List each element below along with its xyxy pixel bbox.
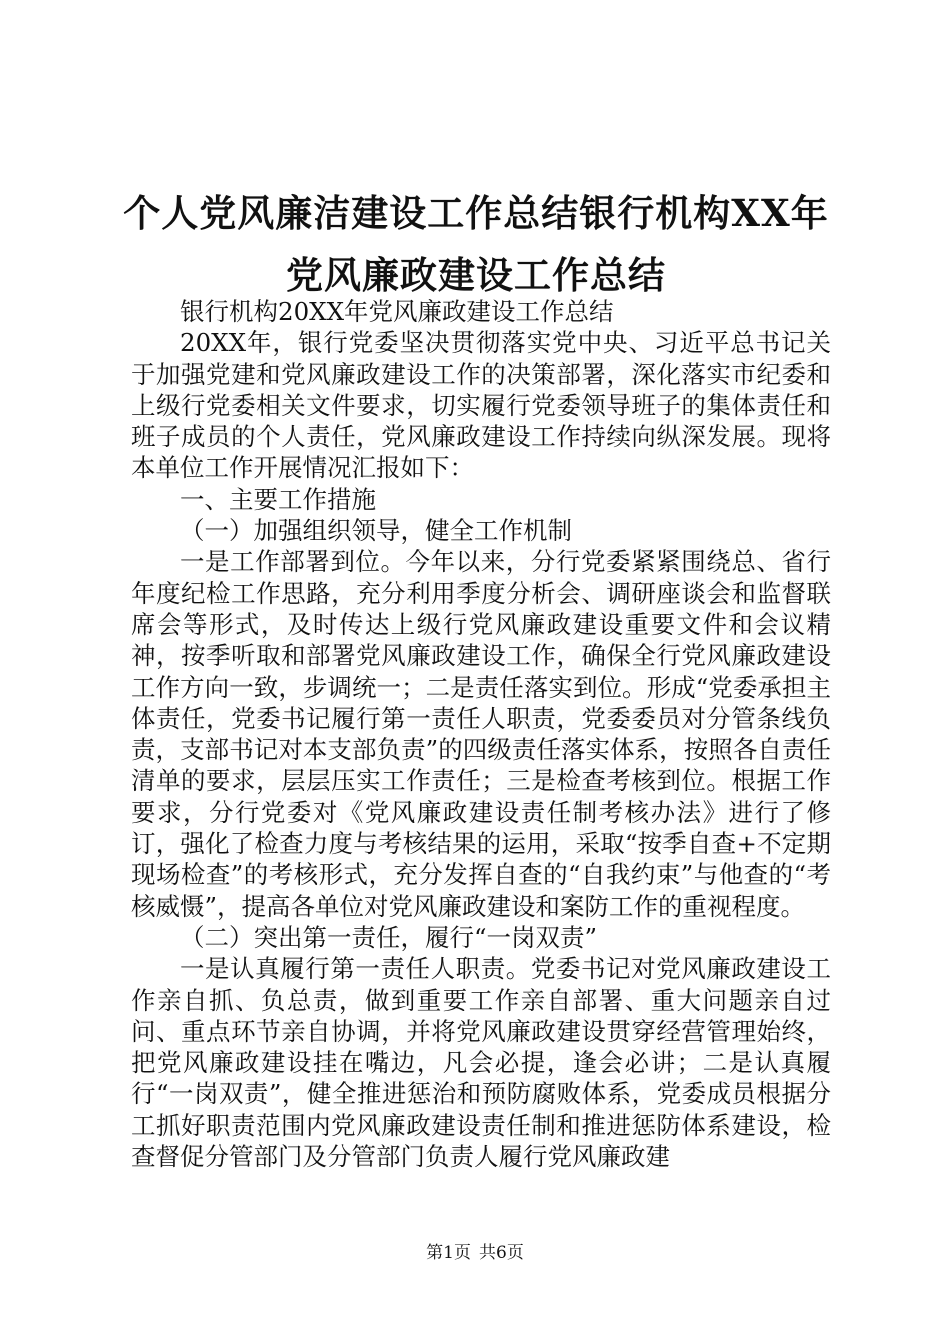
paragraph: 一是认真履行第一责任人职责。党委书记对党风廉政建设工作亲自抓、负总责，做到重要工作亲自部署、重大问题亲自过问、重点环节亲自协调，并将党风廉政建设贯穿经营管理始终，把党风廉政建设挂在嘴边，凡会必提，逢会必讲；二是认真履行“一岗双责”，健全推进惩治和预防腐败体系，党委成员根据分工抓好职责范围内党风廉政建设责任制和推进惩防体系建设，检查督促分管部门及分管部门负责人履行党风廉政建 — [131, 954, 831, 1172]
section-heading: 一、主要工作措施 — [180, 484, 376, 514]
document-title: 个人党风廉洁建设工作总结银行机构XX年党风廉政建设工作总结 — [123, 191, 829, 297]
subsection-heading: （二）突出第一责任，履行“一岗双责” — [180, 922, 598, 952]
paragraph: 20XX年，银行党委坚决贯彻落实党中央、习近平总书记关于加强党建和党风廉政建设工作的决策部署，深化落实市纪委和上级行党委相关文件要求，切实履行党委领导班子的集体责任和班子成员的个人责任，党风廉政建设工作持续向纵深发展。现将本单位工作开展情况汇报如下： — [131, 328, 831, 483]
page-footer — [0, 1242, 950, 1264]
page-total: 共6页 — [479, 1243, 524, 1263]
subsection-heading: （一）加强组织领导，健全工作机制 — [180, 516, 572, 546]
paragraph: 银行机构20XX年党风廉政建设工作总结 — [180, 297, 614, 326]
document-body — [131, 296, 831, 1172]
paragraph: 一是工作部署到位。今年以来，分行党委紧紧围绕总、省行年度纪检工作思路，充分利用季度分析会、调研座谈会和监督联席会等形式，及时传达上级行党风廉政建设重要文件和会议精神，按季听取和部署党风廉政建设工作，确保全行党风廉政建设工作方向一致，步调统一；二是责任落实到位。形成“党委承担主体责任，党委书记履行第一责任人职责，党委委员对分管条线负责，支部书记对本支部负责”的四级责任落实体系，按照各自责任清单的要求，层层压实工作责任；三是检查考核到位。根据工作要求，分行党委对《党风廉政建设责任制考核办法》进行了修订，强化了检查力度与考核结果的运用，采取“按季自查+不定期现场检查”的考核形式，充分发挥自查的“自我约束”与他查的“考核威慑”，提高各单位对党风廉政建设和案防工作的重视程度。 — [131, 547, 831, 921]
page-number: 第1页 — [426, 1243, 471, 1263]
